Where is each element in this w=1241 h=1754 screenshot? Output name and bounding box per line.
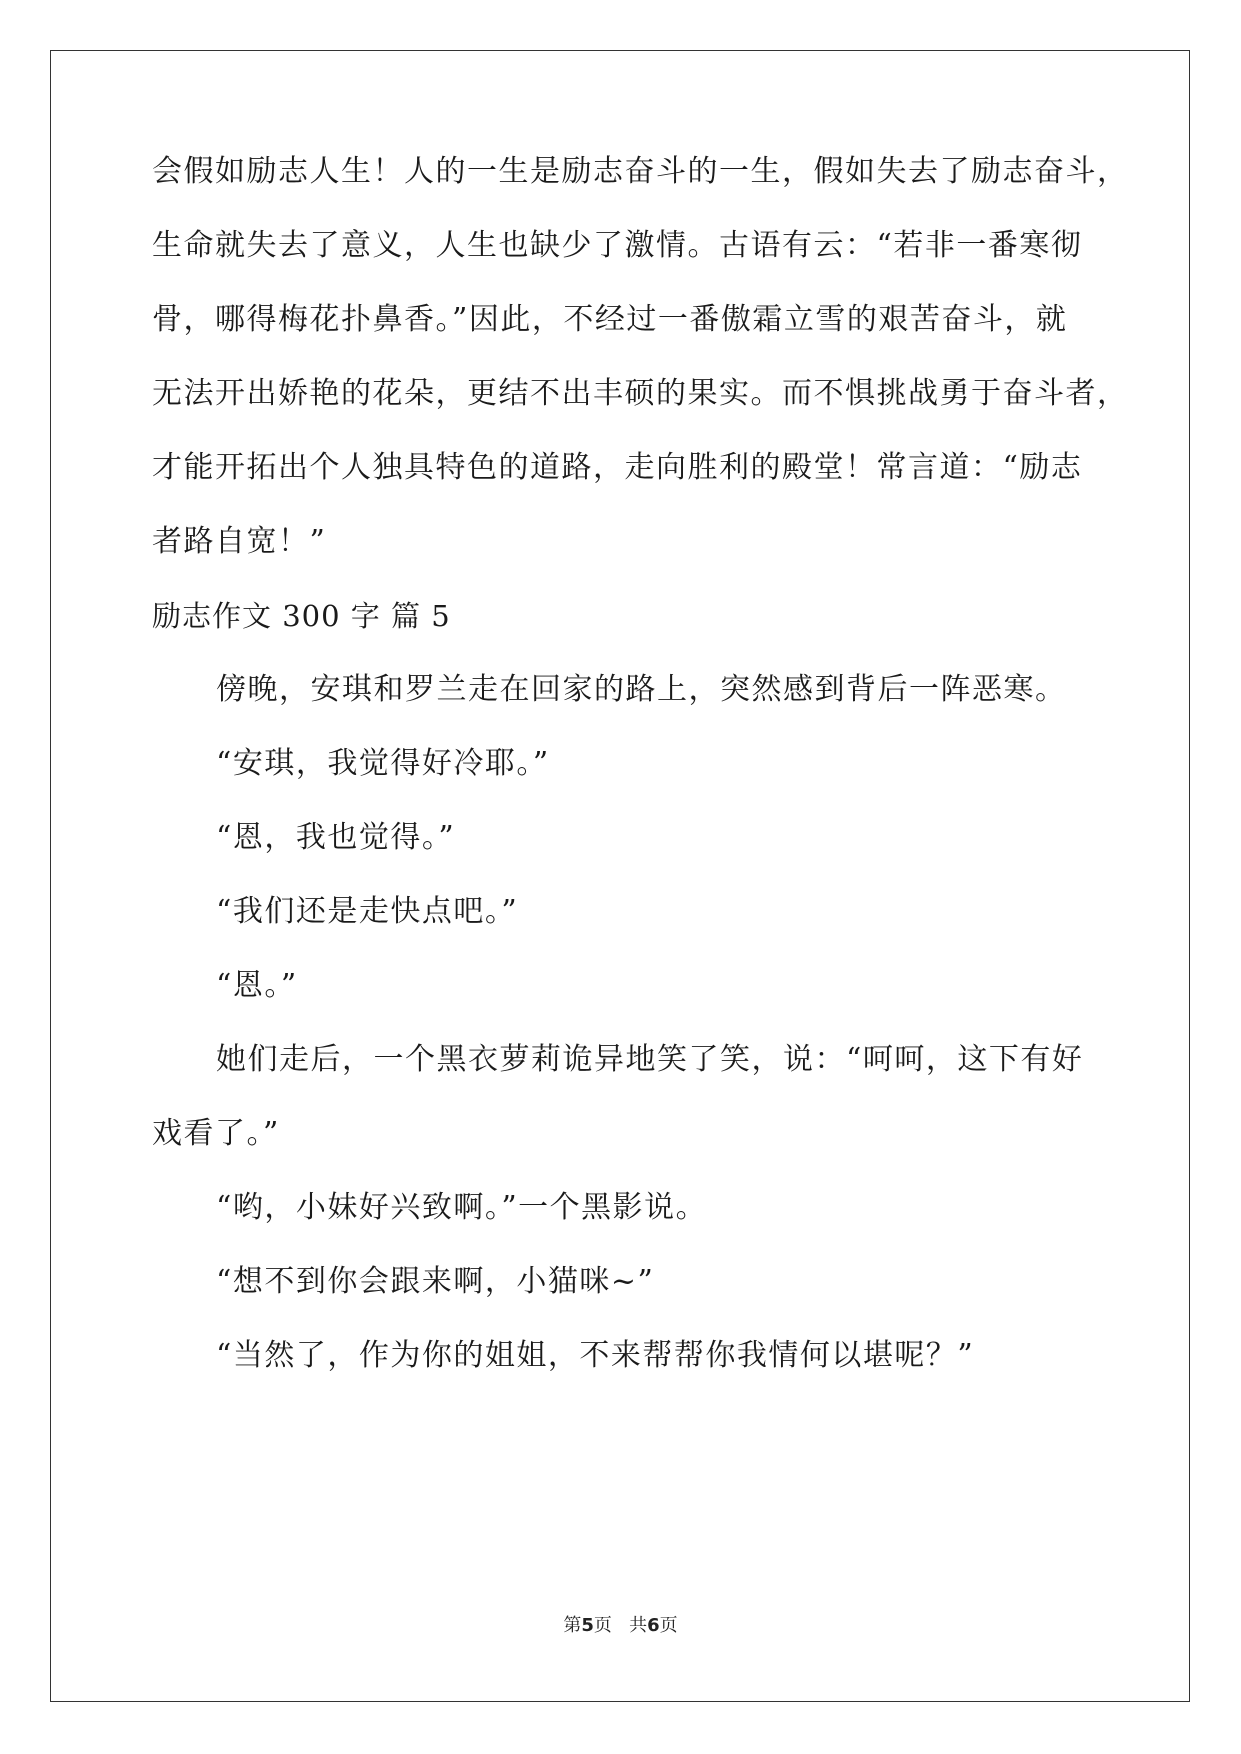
section-heading: 励志作文 300 字 篇 5 xyxy=(152,599,451,633)
story-line: 傍晚，安琪和罗兰走在回家的路上，突然感到背后一阵恶寒。 xyxy=(216,672,1067,707)
story-line: “想不到你会跟来啊，小猫咪~” xyxy=(216,1264,655,1299)
story-line: 戏看了。” xyxy=(152,1116,280,1151)
page-border xyxy=(50,50,1190,1702)
story-line: 她们走后，一个黑衣萝莉诡异地笑了笑，说：“呵呵，这下有好 xyxy=(216,1042,1084,1077)
footer-prefix: 第 xyxy=(563,1615,582,1636)
story-line: “恩，我也觉得。” xyxy=(216,820,456,855)
story-line: “安琪，我觉得好冷耶。” xyxy=(216,746,550,781)
paragraph-line: 骨，哪得梅花扑鼻香。”因此，不经过一番傲霜立雪的艰苦奋斗，就 xyxy=(152,302,1068,337)
paragraph-line: 者路自宽！” xyxy=(152,524,327,559)
paragraph-line: 才能开拓出个人独具特色的道路，走向胜利的殿堂！常言道：“励志 xyxy=(152,450,1083,485)
total-pages-number: 6 xyxy=(647,1615,660,1636)
story-line: “哟，小妹好兴致啊。”一个黑影说。 xyxy=(216,1190,708,1225)
footer-middle: 页 共 xyxy=(593,1615,648,1636)
paragraph-line: 生命就失去了意义，人生也缺少了激情。古语有云：“若非一番寒彻 xyxy=(152,228,1083,263)
story-line: “当然了，作为你的姐姐，不来帮帮你我情何以堪呢？” xyxy=(216,1338,975,1373)
current-page-number: 5 xyxy=(581,1615,594,1636)
footer-suffix: 页 xyxy=(659,1615,678,1636)
story-line: “恩。” xyxy=(216,968,298,1003)
paragraph-line: 会假如励志人生！人的一生是励志奋斗的一生，假如失去了励志奋斗， xyxy=(152,154,1129,189)
page-footer xyxy=(0,1614,1241,1638)
paragraph-line: 无法开出娇艳的花朵，更结不出丰硕的果实。而不惧挑战勇于奋斗者， xyxy=(152,376,1129,411)
story-line: “我们还是走快点吧。” xyxy=(216,894,519,929)
